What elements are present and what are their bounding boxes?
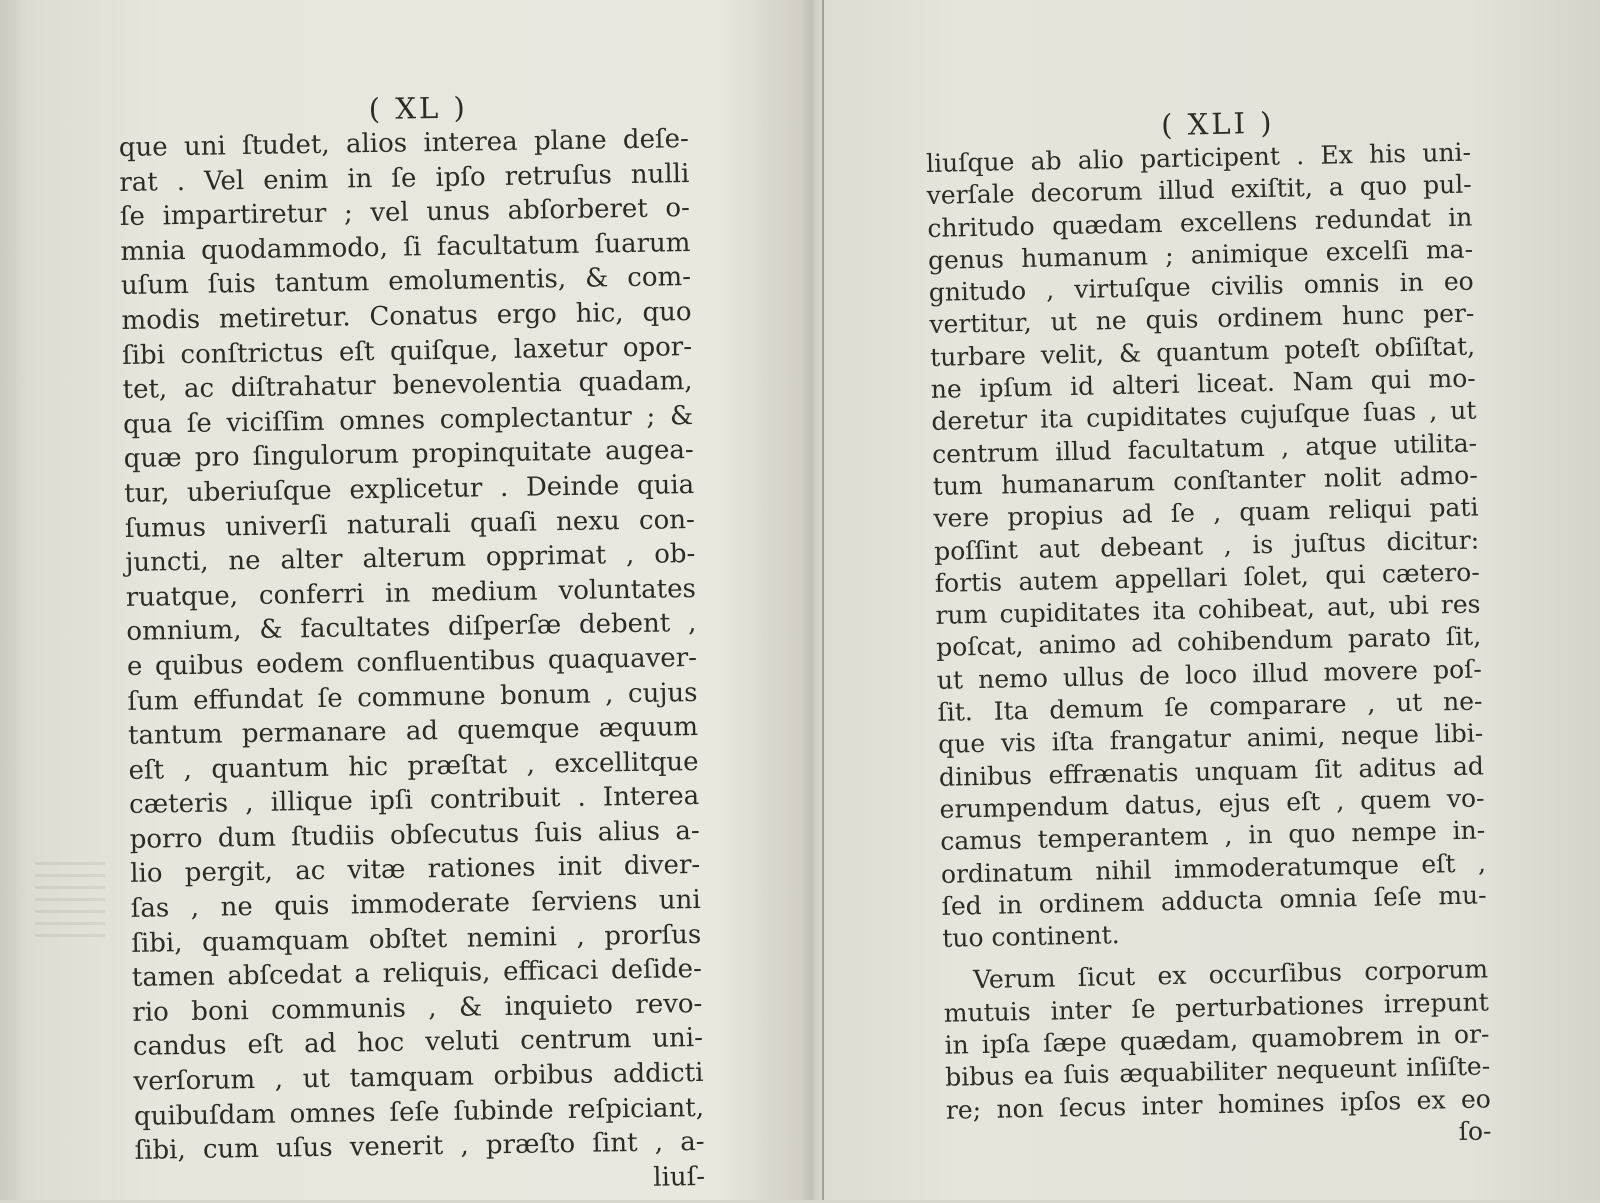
text-line: ſit. Ita demum ſe comparare , ut ne- [937, 686, 1483, 727]
text-line: deretur ita cupiditates cujuſque ſuas , ut [931, 395, 1477, 437]
text-line: modis metiretur. Conatus ergo hic, quo [121, 296, 692, 336]
text-line: que uni ſtudet, alios interea plane deſe- [118, 124, 689, 163]
text-line: cæteris , illique ipſi contribuit . Interea [128, 781, 700, 821]
text-line: ſed in ordinem adducta omnia ſeſe mu- [941, 880, 1487, 921]
text-line: ut nemo ullus de loco illud movere poſ- [936, 654, 1483, 695]
text-line: camus temperantem , in quo nempe in- [939, 815, 1486, 857]
text-line: tantum permanare ad quemque æquum [127, 712, 699, 752]
gutter-fold [822, 0, 824, 1200]
text-line: ne ipſum id alteri liceat. Nam qui mo- [930, 363, 1476, 405]
right-page-number: ( XLI ) [1160, 105, 1275, 143]
text-line: vertitur, ut ne quis ordinem hunc per- [929, 299, 1475, 340]
text-line: qua ſe viciſſim omnes complectantur ; & [122, 400, 694, 440]
text-line: vere propius ad ſe , quam reliqui pati [933, 492, 1479, 534]
text-line: omnium, & facultates diſperſæ debent , [126, 608, 697, 648]
text-line: poſſint aut debeant , is juſtus dicitur: [933, 525, 1480, 566]
text-line: bibus ea ſuis æquabiliter nequeunt inſiſte- [944, 1051, 1491, 1093]
text-line: fortis autem appellari ſolet, qui cætero- [934, 557, 1481, 598]
text-line: ſe impartiretur ; vel unus abſorberet o- [119, 193, 691, 233]
text-line: mnia quodammodo, ſi facultatum ſuarum [120, 227, 691, 267]
text-line: verſale decorum illud exiſtit, a quo pul- [926, 169, 1472, 211]
text-line: juncti, ne alter alterum opprimat , ob- [125, 539, 696, 579]
text-line: dinibus effrænatis unquam ſit aditus ad [938, 751, 1485, 792]
text-line: ordinatum nihil immoderatumque eſt , [940, 847, 1487, 889]
text-line: ſumus univerſi naturali quaſi nexu con- [124, 504, 695, 544]
text-line: rum cupiditates ita cohibeat, aut, ubi res [935, 589, 1481, 631]
text-line: quibuſdam omnes ſeſe ſubinde reſpiciant, [133, 1092, 705, 1132]
text-line: turbare velit, & quantum poteſt obſiſtat, [929, 331, 1476, 372]
text-line: tuo continent. [942, 920, 1120, 953]
text-line: uſum ſuis tantum emolumentis, & com- [120, 262, 692, 302]
text-line: Verum ſicut ex occurſibus corporum [972, 954, 1489, 995]
text-line: tur, uberiuſque explicetur . Deinde quia [124, 469, 695, 509]
text-line: tet, ac diſtrahatur benevolentia quadam, [122, 366, 693, 406]
text-line: eſt , quantum hic præſtat , excellitque [128, 746, 699, 786]
text-line: liuſque ab alio participent . Ex his uni- [925, 137, 1472, 178]
text-line: centrum illud facultatum , atque utilita- [931, 428, 1478, 469]
text-line: ſum effundat ſe commune bonum , cujus [127, 677, 698, 717]
text-line: ſibi conſtrictus eſt quiſque, laxetur opor- [121, 331, 693, 371]
left-page [118, 86, 705, 1203]
text-line: que vis iſta frangatur animi, neque libi- [937, 718, 1484, 760]
text-line: gnitudo , virtuſque civilis omnis in eo [928, 266, 1474, 308]
text-line: ſas , ne quis immoderate ſerviens uni [130, 885, 701, 924]
text-line: lio pergit, ac vitæ rationes init diver- [130, 850, 701, 890]
right-paragraph-2 [943, 954, 1491, 1127]
text-line: quæ pro ſingulorum propinquitate augea- [123, 435, 694, 475]
left-catchword: liuſ- [653, 1161, 706, 1193]
text-line: rat . Vel enim in ſe ipſo retruſus nulli [119, 158, 690, 198]
right-text-block [926, 137, 1488, 956]
right-page [925, 101, 1492, 1159]
text-line: re; non ſecus inter homines ipſos ex eo [945, 1083, 1492, 1125]
text-line: ruatque, conferri in medium voluntates [125, 573, 697, 613]
text-line: erumpendum datus, ejus eſt , quem vo- [939, 783, 1485, 824]
text-line: tum humanarum conſtanter nolit admo- [932, 460, 1479, 501]
text-line: genus humanum ; animique excelſi ma- [927, 234, 1474, 275]
text-line: mutuis inter ſe perturbationes irrepunt [943, 987, 1490, 1028]
text-line: candus eſt ad hoc veluti centrum uni- [132, 1023, 704, 1063]
left-text-block [119, 122, 705, 1169]
text-line: in ipſa ſæpe quædam, quamobrem in or- [944, 1019, 1490, 1060]
left-edge-shadow [0, 0, 28, 1200]
left-page-number: ( XL ) [368, 90, 468, 127]
text-line: rio boni communis , & inquieto revo- [132, 988, 703, 1028]
text-line: ſibi, quamquam obſtet nemini , prorſus [131, 919, 702, 959]
show-through-marks [35, 862, 105, 942]
text-line: chritudo quædam excellens redundat in [927, 202, 1473, 243]
text-line: porro dum ſtudiis obſecutus ſuis alius a- [129, 815, 700, 855]
text-line: ſibi, cum uſus venerit , præſto ſint , a- [134, 1127, 705, 1167]
text-line: verſorum , ut tamquam orbibus addicti [133, 1057, 704, 1097]
text-line: tamen abſcedat a reliquis, efficaci deſide- [131, 954, 703, 994]
right-catchword: ſo- [1458, 1116, 1492, 1146]
text-line: poſcat, animo ad cohibendum parato ſit, [935, 621, 1482, 663]
text-line: e quibus eodem confluentibus quaquaver- [126, 642, 698, 682]
